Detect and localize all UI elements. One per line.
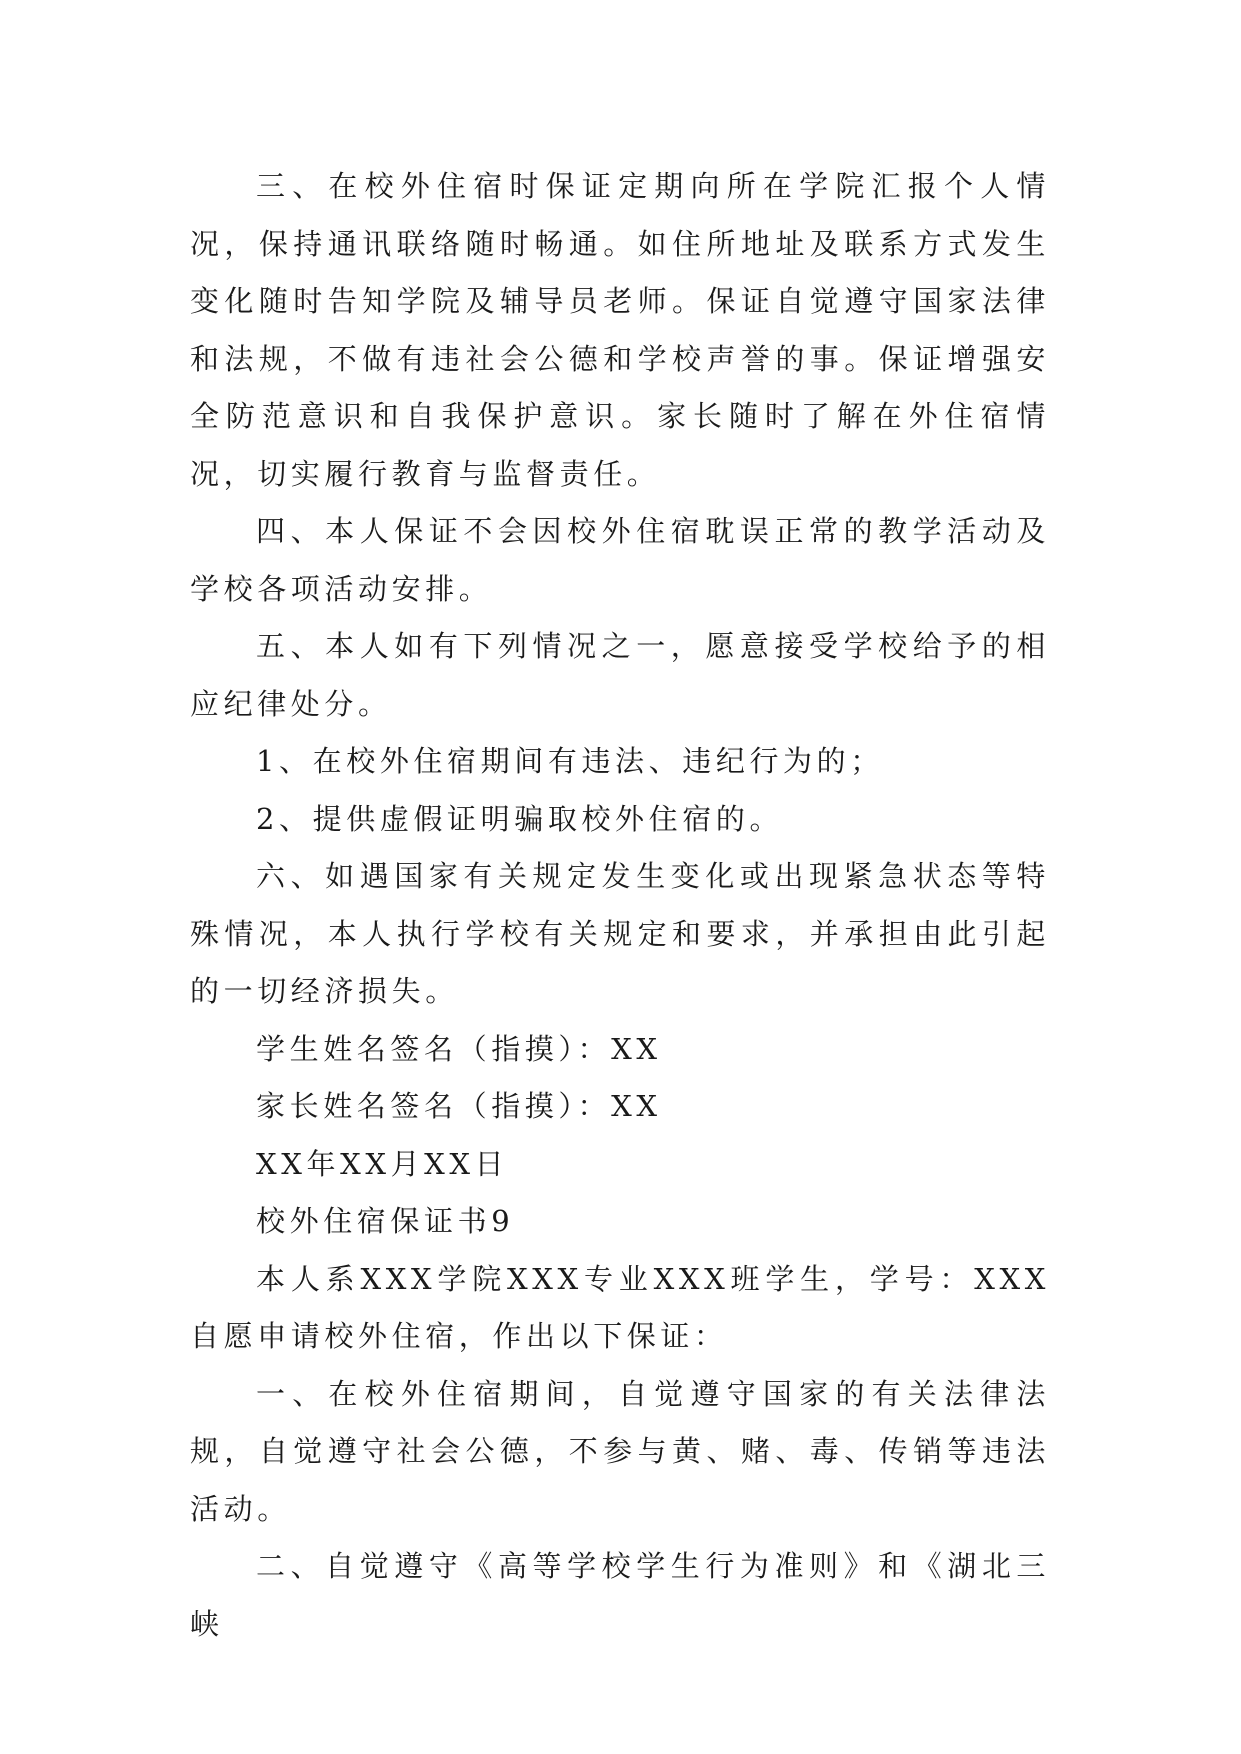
paragraph-1-laws: 一、在校外住宿期间，自觉遵守国家的有关法律法规，自觉遵守社会公德，不参与黄、赌、毒、传销等违法活动。 — [190, 1376, 1050, 1526]
paragraph-2-rules: 二、自觉遵守《高等学校学生行为准则》和《湖北三峡 — [190, 1549, 1050, 1641]
paragraph-5-discipline: 五、本人如有下列情况之一，愿意接受学校给予的相应纪律处分。 — [190, 629, 1050, 721]
paragraph-6-special-cases: 六、如遇国家有关规定发生变化或出现紧急状态等特殊情况，本人执行学校有关规定和要求，并承担由此引起的一切经济损失。 — [190, 859, 1050, 1008]
paragraph-3-reporting: 三、在校外住宿时保证定期向所在学院汇报个人情况，保持通讯联络随时畅通。如住所地址及联系方式发生变化随时告知学院及辅导员老师。保证自觉遵守国家法律和法规，不做有违社会公德和学校声誉的事。保证增强安全防范意识和自我保护意识。家长随时了解在外住宿情况，切实履行教育与监督责任。 — [190, 169, 1050, 491]
intro-paragraph: 本人系XXX学院XXX专业XXX班学生，学号：XXX自愿申请校外住宿，作出以下保证： — [190, 1261, 1050, 1353]
section-title: 校外住宿保证书9 — [256, 1204, 515, 1238]
student-signature-line: 学生姓名签名（指摸）：XX — [256, 1031, 662, 1066]
list-item-1: 1、在校外住宿期间有违法、违纪行为的； — [256, 744, 884, 778]
paragraph-4-no-delay: 四、本人保证不会因校外住宿耽误正常的教学活动及学校各项活动安排。 — [190, 514, 1050, 606]
document-body — [190, 158, 1050, 1653]
date-line: XX年XX月XX日 — [256, 1146, 509, 1181]
parent-signature-line: 家长姓名签名（指摸）：XX — [256, 1089, 662, 1123]
list-item-2: 2、提供虚假证明骗取校外住宿的。 — [256, 801, 784, 836]
